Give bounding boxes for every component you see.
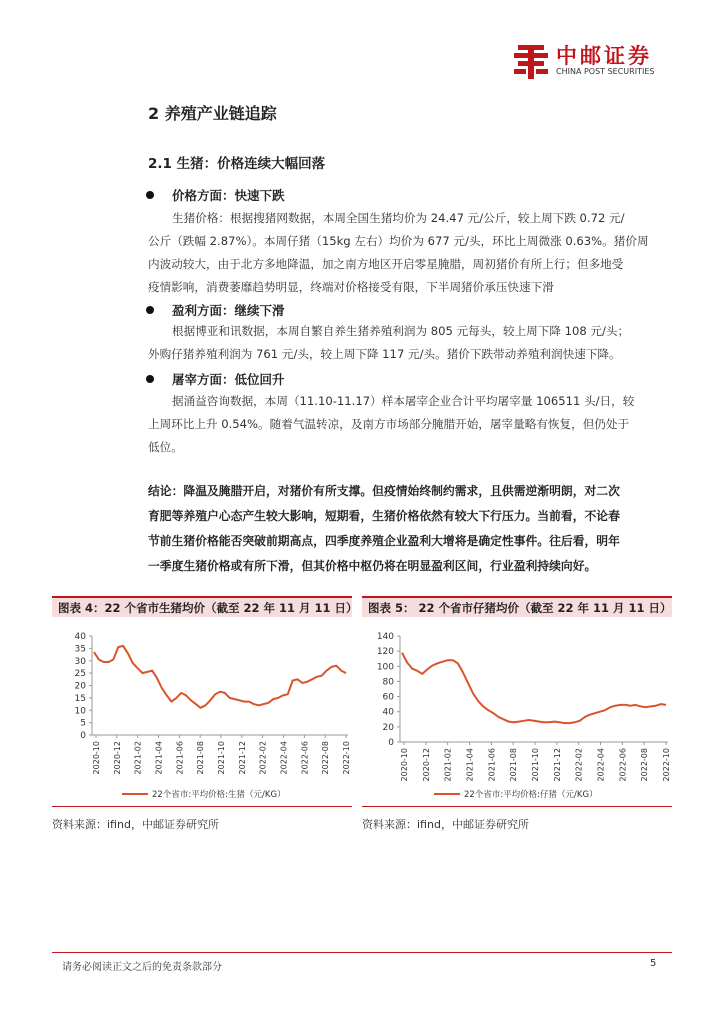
y-tick-label: 0 <box>388 738 394 748</box>
x-tick-label: 2021-10 <box>531 748 540 782</box>
figure-5-divider <box>362 806 672 807</box>
paragraph-slaughter <box>148 390 666 459</box>
bullet-dot-icon <box>146 191 154 199</box>
x-tick-label: 2022-02 <box>574 748 584 782</box>
company-logo <box>512 40 672 82</box>
figure-5-caption: 图表 5： 22 个省市仔猪均价（截至 22 年 11 月 11 日） <box>362 596 672 617</box>
x-tick-label: 2021-10 <box>217 741 226 775</box>
x-tick-label: 2021-04 <box>154 741 164 775</box>
y-tick-label: 0 <box>80 731 86 741</box>
x-tick-label: 2022-08 <box>640 748 650 782</box>
x-tick-label: 2021-02 <box>443 748 453 782</box>
x-tick-label: 2022-02 <box>258 741 268 775</box>
y-tick-label: 100 <box>376 662 394 673</box>
y-tick-label: 35 <box>74 644 86 655</box>
conclusion-line: 育肥等养殖户心态产生较大影响，短期看，生猪价格依然有较大下行压力。当前看，不论春 <box>148 509 620 523</box>
y-tick-label: 10 <box>74 706 86 717</box>
legend-label: 22个省市:平均价格:仔猪（元/KG） <box>464 790 598 800</box>
y-tick-label: 5 <box>80 718 86 729</box>
legend-label: 22个省市:平均价格:生猪（元/KG） <box>152 790 286 800</box>
conclusion-line: 结论：降温及腌腊开启，对猪价有所支撑。但疫情始终制约需求，且供需逆渐明朗，对二次 <box>148 484 620 498</box>
y-tick-label: 30 <box>74 656 86 667</box>
y-tick-label: 120 <box>376 647 394 658</box>
paragraph-line: 据涌益咨询数据，本周（11.10-11.17）样本屠宰企业合计平均屠宰量 106511 头/日，较 <box>172 394 635 408</box>
conclusion-line: 一季度生猪价格或有所下滑，但其价格中枢仍将在明显盈利区间，行业盈利持续向好。 <box>148 559 597 573</box>
bullet-heading-slaughter <box>172 370 285 388</box>
paragraph-line: 外购仔猪养殖利润为 761 元/头，较上周下降 117 元/头。猪价下跌带动养殖利润快速下降。 <box>148 347 621 361</box>
x-tick-label: 2020-12 <box>112 741 122 775</box>
page-number: 5 <box>650 958 657 969</box>
y-tick-label: 140 <box>376 632 394 642</box>
paragraph-line: 根据博亚和讯数据，本周自繁自养生猪养殖利润为 805 元每头，较上周下降 108 元/头； <box>172 324 630 338</box>
chart-piglet-price <box>362 620 672 805</box>
paragraph-profit <box>148 320 666 366</box>
china-post-logo-icon <box>512 42 550 80</box>
series-line <box>94 646 346 708</box>
figure-5-source: 资料来源：ifind，中邮证券研究所 <box>362 818 529 831</box>
x-tick-label: 2021-06 <box>487 748 497 782</box>
y-tick-label: 40 <box>382 707 394 718</box>
x-tick-label: 2021-06 <box>175 741 185 775</box>
y-tick-label: 20 <box>382 722 394 733</box>
x-tick-label: 2021-02 <box>133 741 143 775</box>
y-tick-label: 40 <box>74 632 86 642</box>
paragraph-price <box>148 207 666 299</box>
footer-disclaimer: 请务必阅读正文之后的免责条款部分 <box>62 962 222 973</box>
bullet-dot-icon <box>146 306 154 314</box>
x-tick-label: 2021-08 <box>509 748 519 782</box>
section-title: 2 养殖产业链追踪 <box>148 104 277 123</box>
figure-4-source: 资料来源：ifind，中邮证券研究所 <box>52 818 219 831</box>
y-tick-label: 60 <box>382 692 394 703</box>
y-tick-label: 25 <box>74 669 86 680</box>
x-tick-label: 2021-04 <box>465 748 475 782</box>
x-tick-label: 2022-10 <box>342 741 351 775</box>
bullet-heading-profit <box>172 301 285 319</box>
x-tick-label: 2020-10 <box>400 748 409 782</box>
x-tick-label: 2022-06 <box>618 748 628 782</box>
footer-divider <box>52 952 672 953</box>
x-tick-label: 2022-04 <box>596 748 606 782</box>
x-tick-label: 2020-10 <box>92 741 101 775</box>
y-tick-label: 20 <box>74 681 86 692</box>
x-tick-label: 2022-06 <box>300 741 310 775</box>
y-tick-label: 80 <box>382 677 394 688</box>
x-tick-label: 2021-12 <box>552 748 562 782</box>
y-tick-label: 15 <box>74 693 86 704</box>
bullet-heading-text: 盈利方面：继续下滑 <box>172 303 285 318</box>
x-tick-label: 2020-12 <box>421 748 431 782</box>
conclusion-paragraph <box>148 479 666 579</box>
section-subtitle: 2.1 生猪：价格连续大幅回落 <box>148 156 326 172</box>
paragraph-line: 上周环比上升 0.54%。随着气温转凉，及南方市场部分腌腊开始，屠宰量略有恢复，但仍处于 <box>148 417 630 431</box>
bullet-heading-text: 价格方面：快速下跌 <box>172 188 285 203</box>
bullet-heading-text: 屠宰方面：低位回升 <box>172 372 285 387</box>
brand-name-en: CHINA POST SECURITIES <box>556 67 655 76</box>
figure-4-caption: 图表 4：22 个省市生猪均价（截至 22 年 11 月 11 日） <box>52 596 352 617</box>
chart-hog-price <box>52 620 352 805</box>
x-tick-label: 2022-08 <box>321 741 331 775</box>
paragraph-line: 生猪价格：根据搜猪网数据，本周全国生猪均价为 24.47 元/公斤，较上周下跌 0.72 元/ <box>172 211 625 225</box>
x-tick-label: 2022-10 <box>662 748 671 782</box>
x-tick-label: 2022-04 <box>279 741 289 775</box>
paragraph-line: 公斤（跌幅 2.87%）。本周仔猪（15kg 左右）均价为 677 元/头，环比上周微涨 0.63%。猪价周 <box>148 234 649 248</box>
bullet-dot-icon <box>146 375 154 383</box>
paragraph-line: 内波动较大，由于北方多地降温，加之南方地区开启零星腌腊，周初猪价有所上行；但多地受 <box>148 257 624 271</box>
paragraph-line: 疫情影响，消费萎靡趋势明显，终端对价格接受有限，下半周猪价承压快速下滑 <box>148 280 554 294</box>
x-tick-label: 2021-08 <box>196 741 206 775</box>
series-line <box>402 653 666 723</box>
conclusion-line: 节前生猪价格能否突破前期高点，四季度养殖企业盈利大增将是确定性事件。往后看，明年 <box>148 534 620 548</box>
brand-name-cn: 中邮证券 <box>556 44 652 68</box>
figure-4-divider <box>52 806 352 807</box>
x-tick-label: 2021-12 <box>237 741 247 775</box>
paragraph-line: 低位。 <box>148 440 183 454</box>
bullet-heading-price <box>172 186 285 204</box>
